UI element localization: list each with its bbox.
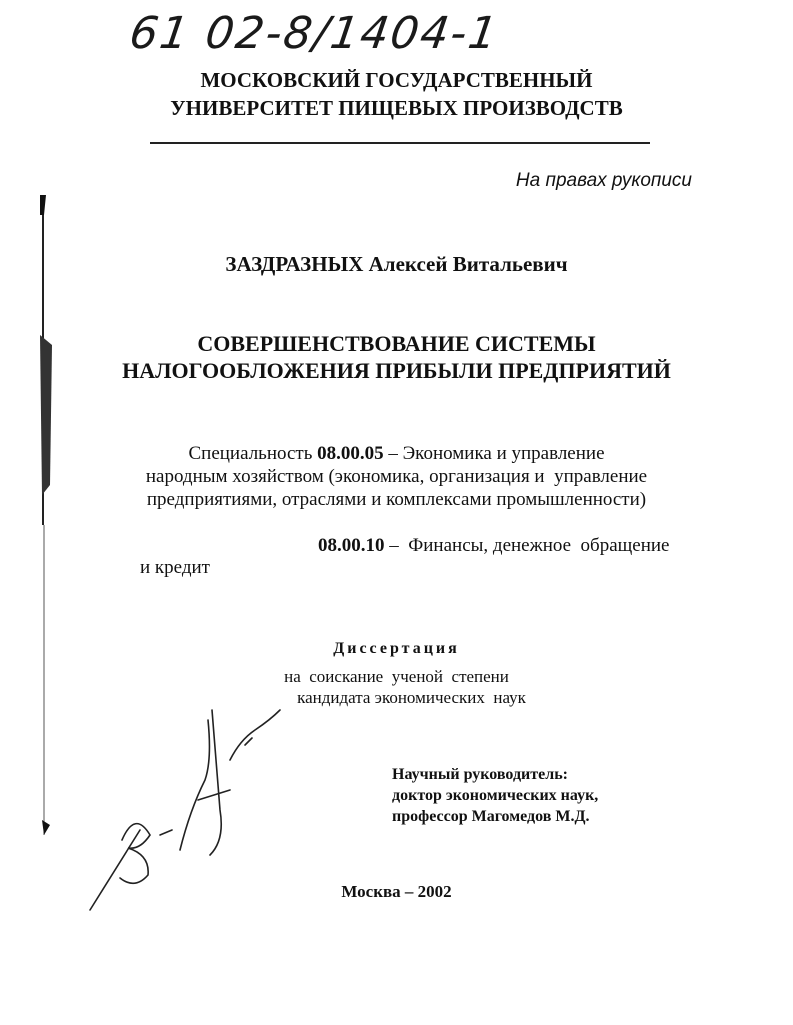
advisor-degree: доктор экономических наук, <box>392 787 599 804</box>
author-surname: ЗАЗДРАЗНЫХ <box>225 252 364 276</box>
degree-line1: на соискание ученой степени <box>284 667 509 686</box>
rights-note: На правах рукописи <box>515 170 692 191</box>
title-line2: НАЛОГООБЛОЖЕНИЯ ПРИБЫЛИ ПРЕДПРИЯТИЙ <box>122 358 671 383</box>
specialty-text1-line3: предприятиями, отраслями и комплексами промышленности) <box>146 489 647 510</box>
specialty-text1-line1: – Экономика и управление <box>383 443 605 464</box>
specialty-text2-line1: – Финансы, денежное обращение <box>384 535 670 556</box>
handwritten-catalog-number: 61 02-8/1404-1 <box>126 8 503 59</box>
author-name <box>0 252 793 277</box>
specialty-line1 <box>0 442 793 465</box>
specialty-line-second <box>318 535 670 557</box>
city-year: Москва – 2002 <box>341 882 452 901</box>
advisor-label: Научный руководитель: <box>392 766 568 783</box>
degree-line2: кандидата экономических наук <box>297 688 526 707</box>
dissertation-title <box>0 330 793 384</box>
handwritten-signature <box>80 690 290 920</box>
dissertation-heading: Диссертация <box>333 640 460 657</box>
specialty-code1: 08.00.05 <box>317 443 384 464</box>
advisor-block <box>392 764 598 827</box>
title-line1: СОВЕРШЕНСТВОВАНИЕ СИСТЕМЫ <box>197 331 596 356</box>
specialty-text1-line2: народным хозяйством (экономика, организация и управление <box>145 466 648 487</box>
author-given-name: Алексей Витальевич <box>368 252 568 276</box>
specialty-code2: 08.00.10 <box>318 535 385 556</box>
advisor-name: профессор Магомедов М.Д. <box>392 808 590 825</box>
header-divider <box>150 142 650 144</box>
specialty-prefix: Специальность <box>188 443 318 464</box>
university-name-line1: МОСКОВСКИЙ ГОСУДАРСТВЕННЫЙ <box>200 68 593 92</box>
specialty-text2-line2: и кредит <box>140 557 210 578</box>
specialty-block <box>0 442 793 511</box>
university-name-line2: УНИВЕРСИТЕТ ПИЩЕВЫХ ПРОИЗВОДСТВ <box>170 96 623 120</box>
margin-scan-artifact <box>32 195 58 835</box>
